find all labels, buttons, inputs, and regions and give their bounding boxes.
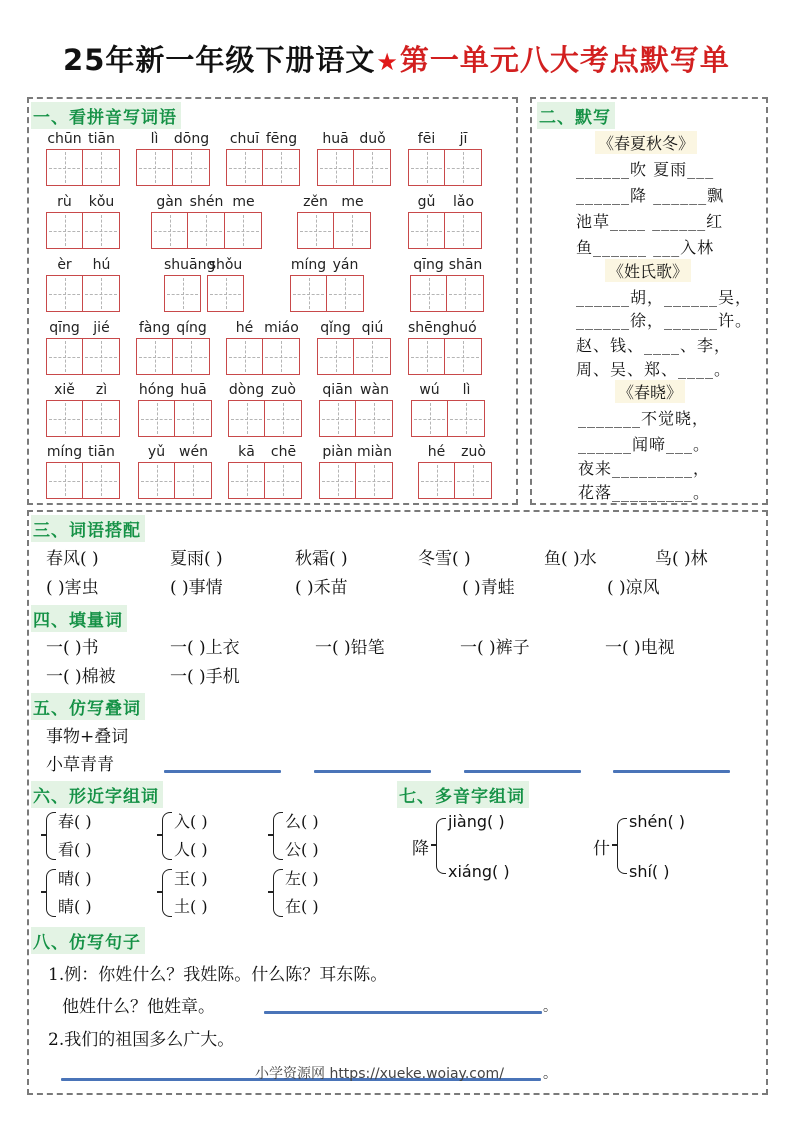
match-item[interactable]: 冬雪( ) — [418, 549, 471, 569]
pinyin-syllable: qīng — [413, 257, 444, 273]
tianzige-cell[interactable] — [46, 275, 83, 312]
tianzige-cell[interactable] — [408, 149, 445, 186]
brace-icon — [162, 812, 172, 860]
pair-item[interactable]: 春( ) — [58, 812, 92, 831]
tianzige-cell[interactable] — [263, 149, 300, 186]
pinyin-syllable: fēng — [265, 131, 298, 147]
pinyin-label — [408, 193, 482, 211]
pinyin-syllable: xiě — [54, 382, 75, 398]
poem-title-chunxiaqiudong: 《春夏秋冬》 — [595, 131, 697, 154]
pinyin-syllable: zěn — [303, 194, 328, 210]
pinyin-syllable: yán — [332, 257, 359, 273]
tianzige-cell[interactable] — [151, 212, 188, 249]
brace-icon — [46, 812, 56, 860]
sentence-prompt: 他姓什么？他姓章。 — [62, 997, 215, 1017]
pinyin-word — [136, 130, 210, 186]
pinyin-word — [46, 130, 120, 186]
tianzige-cell[interactable] — [46, 462, 83, 499]
pinyin-label — [297, 193, 371, 211]
measure-word-item[interactable]: 一( )铅笔 — [315, 638, 385, 658]
pinyin-word — [226, 130, 300, 186]
reduplication-hint: 事物+叠词 — [46, 727, 129, 747]
pinyin-label — [290, 256, 364, 274]
pinyin-syllable: kǒu — [88, 194, 115, 210]
tianzige-cells — [136, 149, 210, 186]
tianzige-cell[interactable] — [226, 149, 263, 186]
poem-title-chunxiao: 《春晓》 — [615, 380, 685, 403]
pinyin-syllable: wàn — [360, 382, 389, 398]
tianzige-cell[interactable] — [354, 149, 391, 186]
pinyin-syllable: shān — [448, 257, 483, 273]
tianzige-cell[interactable] — [228, 400, 265, 437]
pair-item[interactable]: 公( ) — [285, 840, 319, 859]
pinyin-label — [136, 130, 210, 148]
tianzige-cells — [138, 400, 212, 437]
match-item[interactable]: 春风( ) — [46, 549, 99, 569]
measure-word-item[interactable]: 一( )手机 — [170, 667, 240, 687]
pinyin-word — [319, 443, 393, 499]
pinyin-syllable: fēi — [417, 131, 436, 147]
pinyin-syllable: chūn — [47, 131, 82, 147]
match-item[interactable]: ( )事情 — [170, 578, 223, 598]
pinyin-syllable: míng — [46, 444, 83, 460]
pinyin-syllable: zuò — [271, 382, 296, 398]
tianzige-cells — [297, 212, 371, 249]
tianzige-cells — [136, 338, 210, 375]
tianzige-cell[interactable] — [411, 400, 448, 437]
tianzige-cells — [290, 275, 364, 312]
title-part2: 第一单元八大考点默写单 — [399, 43, 730, 77]
brace-icon — [273, 869, 283, 917]
tianzige-cells — [46, 462, 120, 499]
poem-title-xingshige: 《姓氏歌》 — [605, 259, 691, 282]
pinyin-word — [138, 381, 212, 437]
tianzige-cell[interactable] — [46, 400, 83, 437]
pinyin-syllable: lǎo — [452, 194, 475, 210]
pinyin-word — [319, 381, 393, 437]
poem-line[interactable]: ______胡，______吴， — [576, 288, 753, 307]
tianzige-cell[interactable] — [83, 212, 120, 249]
pinyin-word — [46, 443, 120, 499]
tianzige-cells — [408, 149, 482, 186]
pinyin-syllable: wén — [179, 444, 208, 460]
pinyin-label — [46, 193, 120, 211]
poem-line[interactable]: 周、吴、郑、____。 — [576, 360, 732, 379]
pinyin-label — [411, 381, 485, 399]
pinyin-syllable: zì — [95, 382, 108, 398]
watermark: 小学资源网 https://xueke.woiay.com/ — [255, 1066, 504, 1082]
tianzige-cell[interactable] — [265, 462, 302, 499]
pinyin-label — [226, 130, 300, 148]
tianzige-cell[interactable] — [83, 462, 120, 499]
tianzige-cell[interactable] — [226, 338, 263, 375]
poem-line[interactable]: 鱼______ ___入林 — [576, 238, 715, 257]
measure-word-item[interactable]: 一( )书 — [46, 638, 99, 658]
pinyin-syllable: tiān — [88, 444, 115, 460]
tianzige-cell[interactable] — [173, 149, 210, 186]
tianzige-cells — [317, 149, 391, 186]
polyphone-option[interactable]: xiáng( ) — [448, 862, 510, 881]
pinyin-label — [138, 443, 212, 461]
pinyin-label — [164, 256, 244, 274]
pinyin-syllable: èr — [57, 257, 72, 273]
tianzige-cell[interactable] — [228, 462, 265, 499]
tianzige-cell[interactable] — [164, 275, 201, 312]
pinyin-label — [319, 443, 393, 461]
pinyin-label — [418, 443, 492, 461]
poem-line[interactable]: ______降 ______飘 — [576, 186, 725, 205]
pinyin-syllable: qǐng — [320, 320, 351, 336]
title-part1: 25年新一年级下册语文 — [63, 43, 376, 77]
pinyin-syllable: wú — [419, 382, 440, 398]
tianzige-cell[interactable] — [445, 212, 482, 249]
pinyin-syllable: shǒu — [208, 257, 243, 273]
match-item[interactable]: 鸟( )林 — [655, 549, 708, 569]
tianzige-cells — [411, 400, 485, 437]
pinyin-syllable: qiān — [322, 382, 353, 398]
tianzige-cells — [46, 212, 120, 249]
measure-word-item[interactable]: 一( )裤子 — [460, 638, 530, 658]
tianzige-cell[interactable] — [448, 400, 485, 437]
answer-line[interactable] — [314, 770, 431, 773]
pinyin-syllable: qíng — [176, 320, 207, 336]
pinyin-label — [46, 256, 120, 274]
tianzige-cell[interactable] — [136, 338, 173, 375]
end-mark: 。 — [543, 999, 557, 1015]
tianzige-cell[interactable] — [319, 462, 356, 499]
brace-icon — [436, 818, 446, 874]
sentence-question-2: 2.我们的祖国多么广大。 — [48, 1030, 235, 1050]
tianzige-cell[interactable] — [408, 212, 445, 249]
tianzige-cell[interactable] — [265, 400, 302, 437]
pinyin-word — [297, 193, 371, 249]
pair-item[interactable]: 入( ) — [174, 812, 208, 831]
tianzige-cell[interactable] — [173, 338, 210, 375]
tianzige-cell[interactable] — [447, 275, 484, 312]
tianzige-cell[interactable] — [263, 338, 300, 375]
pinyin-label — [226, 319, 300, 337]
tianzige-cell[interactable] — [207, 275, 244, 312]
tianzige-cell[interactable] — [445, 338, 482, 375]
tianzige-cells — [410, 275, 484, 312]
tianzige-cell[interactable] — [297, 212, 334, 249]
tianzige-cell[interactable] — [455, 462, 492, 499]
pinyin-syllable: duǒ — [359, 131, 386, 147]
pinyin-syllable: gǔ — [417, 194, 436, 210]
poem-line[interactable]: ______闻啼___。 — [578, 435, 711, 454]
tianzige-cells — [418, 462, 492, 499]
match-item[interactable]: ( )禾苗 — [295, 578, 348, 598]
pinyin-syllable: qīng — [49, 320, 80, 336]
pinyin-syllable: hú — [92, 257, 111, 273]
answer-line[interactable] — [264, 1011, 542, 1014]
pinyin-label — [151, 193, 262, 211]
pinyin-syllable: jié — [93, 320, 110, 336]
pinyin-word — [46, 256, 120, 312]
match-item[interactable]: 夏雨( ) — [170, 549, 223, 569]
tianzige-cells — [228, 400, 302, 437]
match-item[interactable]: 秋霜( ) — [295, 549, 348, 569]
match-item[interactable]: ( )青蛙 — [462, 578, 515, 598]
pair-item[interactable]: 么( ) — [285, 812, 319, 831]
pinyin-syllable: dòng — [228, 382, 265, 398]
tianzige-cell[interactable] — [408, 338, 445, 375]
pinyin-label — [138, 381, 212, 399]
pinyin-label — [408, 130, 482, 148]
tianzige-cell[interactable] — [317, 149, 354, 186]
pinyin-syllable: miáo — [264, 320, 299, 336]
pinyin-syllable: lì — [150, 131, 159, 147]
tianzige-cell[interactable] — [83, 149, 120, 186]
measure-word-item[interactable]: 一( )棉被 — [46, 667, 116, 687]
pinyin-syllable: zuò — [461, 444, 486, 460]
pair-item[interactable]: 看( ) — [58, 840, 92, 859]
pinyin-word — [136, 319, 210, 375]
pinyin-syllable: míng — [290, 257, 327, 273]
pair-item[interactable]: 土( ) — [174, 897, 208, 916]
reduplication-example: 小草青青 — [46, 755, 114, 775]
pinyin-label — [319, 381, 393, 399]
polyphone-option[interactable]: shí( ) — [629, 862, 670, 881]
pinyin-word — [228, 443, 302, 499]
tianzige-cell[interactable] — [83, 400, 120, 437]
pinyin-syllable: huā — [180, 382, 207, 398]
tianzige-cell[interactable] — [317, 338, 354, 375]
pinyin-label — [317, 319, 391, 337]
sentence-example: 1.例：你姓什么？我姓陈。什么陈？耳东陈。 — [48, 965, 388, 985]
pinyin-word — [164, 256, 244, 312]
tianzige-cell[interactable] — [138, 400, 175, 437]
page-title — [0, 38, 793, 79]
tianzige-cells — [408, 338, 482, 375]
pinyin-word — [46, 319, 120, 375]
tianzige-cell[interactable] — [46, 212, 83, 249]
tianzige-cell[interactable] — [410, 275, 447, 312]
section6-heading: 六、形近字组词 — [31, 781, 163, 808]
tianzige-cell[interactable] — [175, 462, 212, 499]
tianzige-cell[interactable] — [138, 462, 175, 499]
end-mark: 。 — [543, 1066, 557, 1082]
pinyin-word — [228, 381, 302, 437]
pinyin-label — [228, 443, 302, 461]
pinyin-syllable: kā — [238, 444, 255, 460]
match-item[interactable]: ( )凉风 — [607, 578, 660, 598]
pinyin-word — [408, 193, 482, 249]
pinyin-word — [317, 319, 391, 375]
pair-item[interactable]: 睛( ) — [58, 897, 92, 916]
pinyin-syllable: hé — [427, 444, 446, 460]
pinyin-syllable: dōng — [173, 131, 210, 147]
tianzige-cell[interactable] — [188, 212, 225, 249]
polyphone-char: 降 — [412, 839, 429, 859]
pinyin-word — [46, 193, 120, 249]
pinyin-word — [410, 256, 484, 312]
answer-line[interactable] — [613, 770, 730, 773]
pinyin-word — [418, 443, 492, 499]
pinyin-word — [411, 381, 485, 437]
pinyin-word — [46, 381, 120, 437]
polyphone-option[interactable]: jiàng( ) — [448, 812, 505, 831]
brace-icon — [162, 869, 172, 917]
pair-item[interactable]: 人( ) — [174, 840, 208, 859]
poem-line[interactable]: ______吹 夏雨___ — [576, 160, 715, 179]
pinyin-label — [228, 381, 302, 399]
tianzige-cells — [226, 149, 300, 186]
pinyin-syllable: hóng — [138, 382, 175, 398]
pinyin-label — [46, 443, 120, 461]
pinyin-syllable: qiú — [361, 320, 384, 336]
section7-heading: 七、多音字组词 — [397, 781, 529, 808]
brace-icon — [273, 812, 283, 860]
pinyin-word — [226, 319, 300, 375]
tianzige-cells — [226, 338, 300, 375]
section3-heading: 三、词语搭配 — [31, 515, 145, 542]
pinyin-word — [290, 256, 364, 312]
pinyin-syllable: gàn — [156, 194, 183, 210]
pinyin-syllable: chē — [270, 444, 297, 460]
pinyin-word — [151, 193, 262, 249]
tianzige-cells — [138, 462, 212, 499]
tianzige-cell[interactable] — [46, 149, 83, 186]
tianzige-cells — [164, 275, 244, 312]
brace-icon — [617, 818, 627, 874]
section4-heading: 四、填量词 — [31, 605, 127, 632]
tianzige-cell[interactable] — [445, 149, 482, 186]
tianzige-cell[interactable] — [83, 338, 120, 375]
tianzige-cells — [408, 212, 482, 249]
tianzige-cells — [46, 400, 120, 437]
pinyin-label — [136, 319, 210, 337]
tianzige-cell[interactable] — [290, 275, 327, 312]
pinyin-syllable: shuāng — [164, 257, 216, 273]
tianzige-cell[interactable] — [136, 149, 173, 186]
pinyin-syllable: piàn — [322, 444, 353, 460]
pinyin-word — [408, 130, 482, 186]
measure-word-item[interactable]: 一( )上衣 — [170, 638, 240, 658]
pinyin-syllable: tiān — [88, 131, 115, 147]
poem-line[interactable]: ______徐，______许。 — [576, 311, 753, 330]
pinyin-word — [408, 319, 482, 375]
pinyin-syllable: fàng — [138, 320, 171, 336]
tianzige-cells — [319, 462, 393, 499]
pinyin-syllable: lì — [462, 382, 471, 398]
tianzige-cell[interactable] — [225, 212, 262, 249]
pinyin-syllable: me — [232, 194, 255, 210]
poem-line[interactable]: _______不觉晓， — [578, 409, 710, 428]
pinyin-label — [317, 130, 391, 148]
tianzige-cells — [317, 338, 391, 375]
tianzige-cell[interactable] — [334, 212, 371, 249]
star-icon: ★ — [376, 48, 399, 76]
poem-line[interactable]: 夜来_________， — [578, 459, 711, 478]
section8-heading: 八、仿写句子 — [31, 927, 145, 954]
match-item[interactable]: 鱼( )水 — [544, 549, 597, 569]
tianzige-cell[interactable] — [319, 400, 356, 437]
polyphone-char: 什 — [593, 839, 610, 859]
section1-heading: 一、看拼音写词语 — [31, 102, 181, 129]
pair-item[interactable]: 左( ) — [285, 869, 319, 888]
pinyin-label — [46, 381, 120, 399]
pinyin-label — [46, 130, 120, 148]
pinyin-syllable: chuī — [229, 131, 260, 147]
tianzige-cells — [46, 275, 120, 312]
pinyin-syllable: rù — [57, 194, 72, 210]
tianzige-cell[interactable] — [327, 275, 364, 312]
answer-line[interactable] — [464, 770, 581, 773]
brace-icon — [46, 869, 56, 917]
match-item[interactable]: ( )害虫 — [46, 578, 99, 598]
pinyin-label — [408, 319, 482, 337]
poem-line[interactable]: 赵、钱、____、李， — [576, 336, 732, 355]
tianzige-cell[interactable] — [175, 400, 212, 437]
pinyin-syllable: shén — [189, 194, 224, 210]
answer-line[interactable] — [164, 770, 281, 773]
tianzige-cell[interactable] — [356, 462, 393, 499]
poem-line[interactable]: 花落_________。 — [578, 483, 711, 502]
tianzige-cells — [151, 212, 262, 249]
section5-heading: 五、仿写叠词 — [31, 693, 145, 720]
pinyin-syllable: huā — [322, 131, 349, 147]
tianzige-cells — [228, 462, 302, 499]
pinyin-syllable: huó — [450, 320, 477, 336]
pinyin-syllable: me — [341, 194, 364, 210]
tianzige-cell[interactable] — [46, 338, 83, 375]
pinyin-label — [46, 319, 120, 337]
pinyin-syllable: hé — [235, 320, 254, 336]
pinyin-syllable: miàn — [357, 444, 392, 460]
tianzige-cell[interactable] — [418, 462, 455, 499]
pinyin-word — [138, 443, 212, 499]
polyphone-option[interactable]: shén( ) — [629, 812, 686, 831]
section2-heading: 二、默写 — [537, 102, 615, 129]
tianzige-cells — [46, 149, 120, 186]
tianzige-cells — [46, 338, 120, 375]
pinyin-syllable: shēng — [408, 320, 451, 336]
pinyin-syllable: jī — [459, 131, 468, 147]
pair-item[interactable]: 晴( ) — [58, 869, 92, 888]
tianzige-cell[interactable] — [83, 275, 120, 312]
pinyin-label — [410, 256, 484, 274]
pinyin-syllable: yǔ — [147, 444, 166, 460]
pinyin-word — [317, 130, 391, 186]
tianzige-cells — [319, 400, 393, 437]
tianzige-cell[interactable] — [356, 400, 393, 437]
pair-item[interactable]: 在( ) — [285, 897, 319, 916]
measure-word-item[interactable]: 一( )电视 — [605, 638, 675, 658]
poem-line[interactable]: 池草____ ______红 — [576, 212, 724, 231]
tianzige-cell[interactable] — [354, 338, 391, 375]
pair-item[interactable]: 王( ) — [174, 869, 208, 888]
